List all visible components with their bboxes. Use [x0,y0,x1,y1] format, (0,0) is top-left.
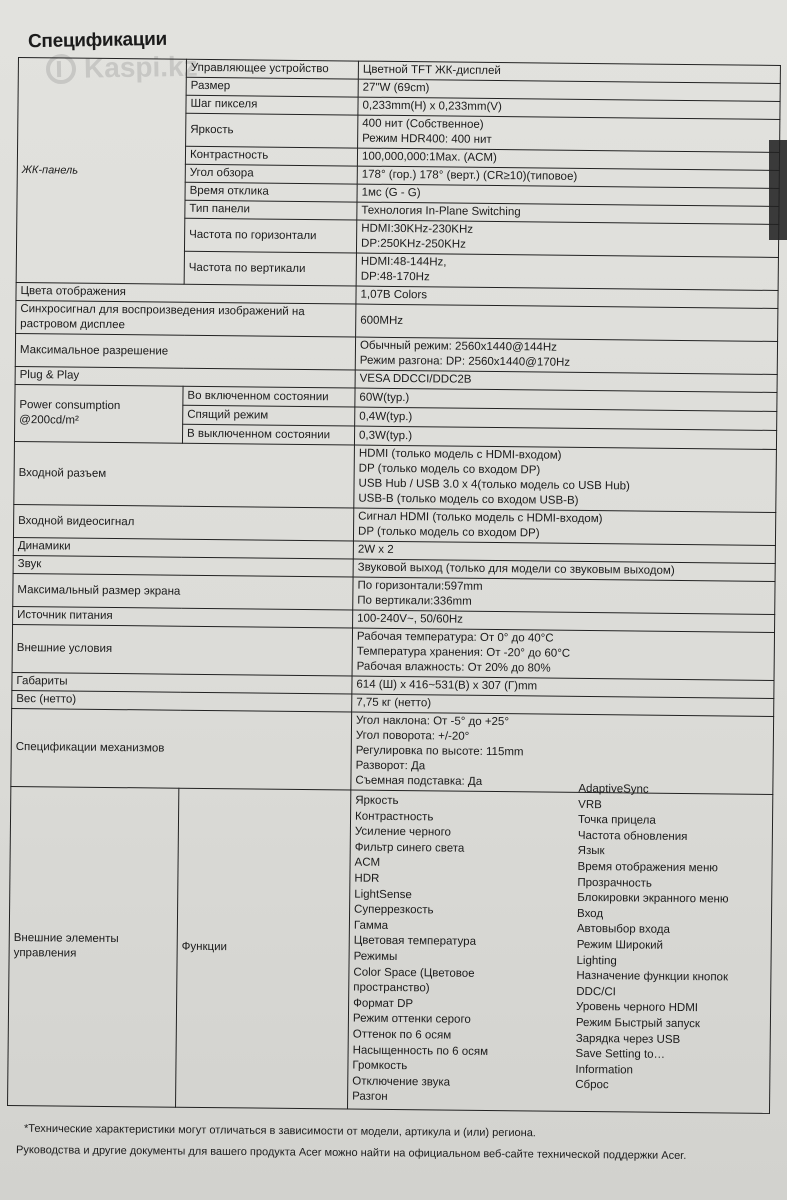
spec-table [7,57,781,1114]
function-item: Усиление черного [354,825,452,839]
value-line: DP (только модель со входом DP) [358,462,541,477]
spec-value [356,253,778,290]
function-item: Оттенок по 6 осям [352,1028,452,1042]
functions-col-left [352,794,491,1107]
power-state-value: 60W(typ.) [355,388,777,411]
function-item: Язык [577,845,605,858]
function-item: Суперрезкость [354,903,434,917]
function-item: Яркость [355,794,399,808]
value-line: DP (только модель со входом DP) [357,525,540,540]
spec-row [12,624,774,680]
value-line: 27"W (69cm) [362,81,430,95]
spec-label: Источник питания [13,606,353,628]
value-line: 0,233mm(H) x 0,233mm(V) [362,99,502,114]
function-item: VRB [578,798,602,811]
spec-label: Управляющее устройство [186,59,358,79]
function-item: Разгон [352,1090,388,1104]
function-item: Цветовая температура [353,934,477,949]
footnote: *Технические характеристики могут отличаться в зависимости от модели, артикула и (или) региона. [23,1122,536,1140]
value-line: 600MHz [360,314,404,327]
controls-label: Внешние элементы управления [8,786,179,1107]
functions-col-right [575,782,768,1110]
value-line: 400 нит (Собственное) [362,117,484,131]
function-item: Формат DP [353,997,414,1010]
spec-value [356,304,778,341]
power-state-label: Во включенном состоянии [183,386,355,407]
function-item: Color Space (Цветовое [353,966,475,980]
function-item: Information [575,1063,634,1077]
value-line: 100,000,000:1Max. (ACM) [361,150,497,165]
spec-value [354,445,777,512]
spec-row [14,441,777,512]
value-line: Съемная подставка: Да [355,774,483,788]
spec-label: Максимальный размер экрана [13,573,353,610]
value-line: 1,07B Colors [360,288,428,302]
spec-value [352,628,774,680]
function-item: Зарядка через USB [575,1032,681,1046]
function-item: Прозрачность [577,876,652,890]
function-item: Режим Широкий [576,938,664,952]
value-line: VESA DDCCI/DDC2B [359,372,472,386]
power-state-label: Спящий режим [183,405,355,426]
spec-value [353,508,775,545]
page-title: Спецификации [27,28,168,53]
spec-label: Цвета отображения [16,282,356,304]
value-line: Разворот: Да [355,759,426,773]
function-item: Насыщенность по 6 осям [352,1044,489,1058]
spec-label: Тип панели [185,200,357,220]
value-line: HDMI:30KHz-230KHz [361,222,474,236]
value-line: Цветной TFT ЖК-дисплей [362,63,501,78]
value-line: USB-B (только модель со входом USB-B) [358,492,579,507]
value-line: Режим разгона: DP: 2560x1440@170Hz [359,354,571,369]
function-item: LightSense [354,888,412,901]
spec-label: Спецификации механизмов [11,708,352,790]
value-line: Температура хранения: От -20° до 60°C [356,645,571,660]
value-line: Угол поворота: +/-20° [355,729,470,743]
function-item: Частота обновления [577,829,688,843]
controls-sublabel: Функции [176,788,351,1109]
spec-label: Plug & Play [15,366,355,388]
function-item: Автовыбор входа [576,923,670,937]
spec-label: Габариты [12,672,352,694]
function-item: Режим Быстрый запуск [575,1016,701,1031]
value-line: Сигнал HDMI (только модель с HDMI-входом) [358,510,603,526]
spec-row [11,708,774,794]
group-power: Power consumption @200cd/m² [14,384,183,443]
value-line: Режим HDR400: 400 нит [362,132,492,146]
function-item: Громкость [352,1059,408,1073]
value-line: Рабочая влажность: От 20% до 80% [356,660,551,675]
value-line: DP:250KHz-250KHz [361,237,466,251]
spec-label: Входной разъем [14,441,355,508]
function-item: Lighting [576,954,617,967]
function-item: ACM [354,856,381,870]
value-line: HDMI:48-144Hz, [360,255,447,269]
spec-label: Динамики [13,537,353,559]
value-line: 178° (гор.) 178° (верт.) (CR≥10)(типовое) [361,168,578,183]
function-item: Гамма [353,919,389,932]
guide-note: Руководства и другие документы для вашего продукта Acer можно найти на официальном веб-сайте технической поддержки Acer. [15,1144,687,1162]
spec-label: Внешние условия [12,624,352,676]
watermark-text: Kaspi.kz [83,50,198,84]
spec-label: Яркость [186,113,358,148]
value-line: Обычный режим: 2560x1440@144Hz [359,339,557,354]
value-line: DP:48-170Hz [360,270,430,284]
function-item: AdaptiveSync [578,782,649,796]
function-item: Отключение звука [352,1075,451,1089]
power-state-value: 0,3W(typ.) [354,426,776,449]
function-item: пространство) [353,981,430,995]
power-state-value: 0,4W(typ.) [355,407,777,430]
spec-value [355,337,777,374]
power-state-label: В выключенном состоянии [182,424,354,445]
value-line: HDMI (только модель с HDMI-входом) [358,447,562,462]
function-item: Сброс [575,1079,609,1092]
function-item: Время отображения меню [577,860,719,875]
spec-label: Звук [13,555,353,577]
function-item: DDC/CI [576,985,616,999]
function-item: Save Setting to… [575,1047,666,1061]
spec-label: Частота по горизонтали [184,218,356,253]
function-item: Режимы [353,950,398,963]
value-line: USB Hub / USB 3.0 x 4(только модель со USB Hub) [358,477,630,493]
spec-label: Шаг пикселя [186,95,358,115]
value-line: Технология In-Plane Switching [361,204,521,219]
function-item: Точка прицела [577,814,656,827]
value-line: Регулировка по высоте: 115mm [355,744,524,759]
spec-label: Максимальное разрешение [15,333,355,370]
controls-row [8,786,773,1113]
functions-columns [352,782,768,1112]
value-line: 7,75 кг (нетто) [356,696,432,710]
function-item: HDR [354,872,380,885]
function-item: Режим оттенки серого [352,1012,471,1027]
value-line: 2W x 2 [357,543,394,556]
function-item: Блокировки экранного меню [577,892,729,906]
function-item: Уровень черного HDMI [576,1001,699,1015]
function-item: Контрастность [355,810,434,823]
spec-label: Входной видеосигнал [13,504,353,541]
function-item: Фильтр синего света [354,841,465,855]
spec-value [358,115,780,152]
spec-value [353,577,775,614]
spec-label: Время отклика [185,182,357,202]
functions-list [348,782,773,1113]
spec-label: Вес (нетто) [12,690,352,712]
spec-label: Частота по вертикали [184,251,356,286]
value-line: По горизонтали:597mm [357,579,483,593]
value-line: 1мс (G - G) [361,186,421,200]
value-line: Звуковой выход (только для модели со звуковым выходом) [357,561,675,577]
spec-label: Размер [186,77,358,97]
spec-label: Контрастность [185,146,357,166]
value-line: 614 (Ш) x 416~531(В) x 307 (Г)mm [356,678,538,693]
value-line: По вертикали:336mm [357,594,472,608]
value-line: Угол наклона: От -5° до +25° [356,714,510,729]
group-lcd-panel: ЖК-панель [16,58,186,285]
spec-label: Синхросигнал для воспроизведения изображений на растровом дисплее [16,300,356,337]
function-item: Вход [576,907,604,920]
function-item: Назначение функции кнопок [576,970,729,984]
value-line: Рабочая температура: От 0° до 40°C [356,630,554,645]
spec-label: Угол обзора [185,164,357,184]
spec-value [351,712,774,794]
value-line: 100-240V~, 50/60Hz [357,612,464,626]
spec-value [356,220,778,257]
